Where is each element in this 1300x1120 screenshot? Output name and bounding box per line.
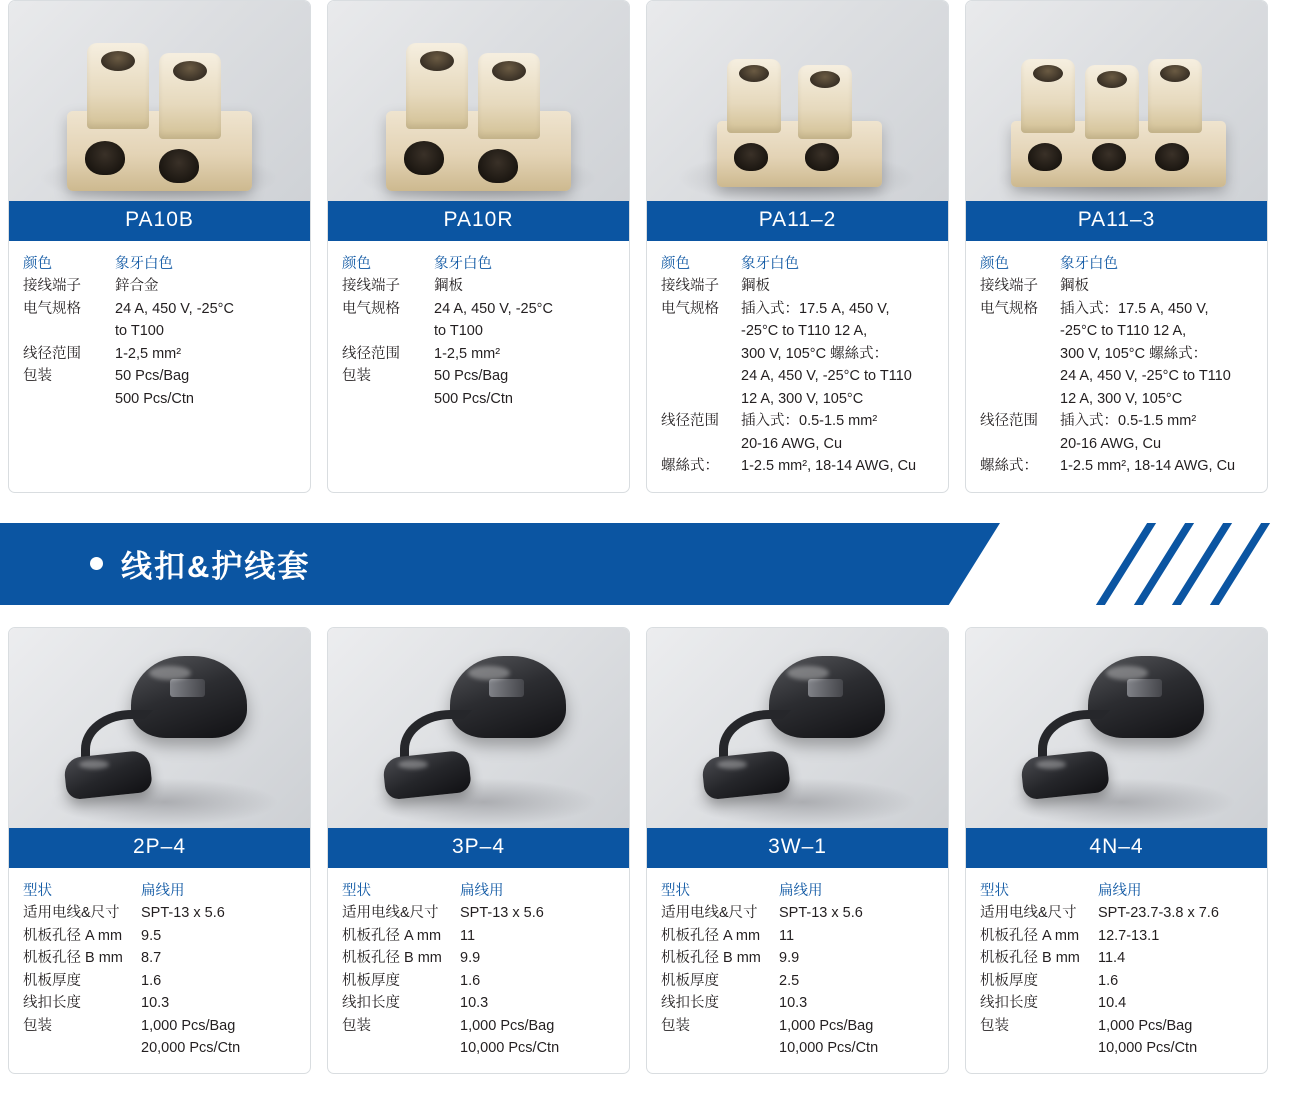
spec-row — [342, 970, 615, 992]
spec-key: 螺絲式： — [661, 458, 719, 475]
spec-row — [661, 880, 934, 902]
spec-key: 机板孔径 B mm — [23, 950, 123, 967]
spec-row — [980, 947, 1253, 969]
spec-row — [661, 925, 934, 947]
spec-value: 9.9 — [460, 950, 481, 967]
spec-value: 1-2,5 mm² — [115, 345, 182, 362]
product-model-title: 3P–4 — [328, 828, 629, 868]
spec-row — [342, 992, 615, 1014]
product-photo — [9, 628, 310, 828]
spec-row — [980, 925, 1253, 947]
spec-value: 插入式：17.5 A, 450 V, — [1060, 300, 1209, 317]
spec-value-continued: 20-16 AWG, Cu — [741, 435, 843, 452]
spec-row — [342, 343, 615, 365]
spec-key: 机板孔径 A mm — [23, 927, 123, 944]
spec-value: 1,000 Pcs/Bag — [1098, 1017, 1193, 1034]
product-card[interactable] — [8, 627, 311, 1075]
product-model-title: PA10R — [328, 201, 629, 241]
product-card[interactable] — [965, 0, 1268, 493]
spec-row — [980, 455, 1253, 477]
spec-row — [342, 925, 615, 947]
spec-row — [980, 970, 1253, 992]
product-photo — [9, 1, 310, 201]
spec-value: 象牙白色 — [741, 256, 799, 272]
spec-row — [23, 365, 296, 387]
spec-row — [23, 880, 296, 902]
spec-row — [342, 298, 615, 320]
spec-row — [342, 365, 615, 387]
spec-key: 颜色 — [342, 256, 371, 272]
spec-key: 机板厚度 — [661, 972, 719, 989]
spec-key: 线径范围 — [980, 413, 1038, 430]
spec-value: 1-2.5 mm², 18-14 AWG, Cu — [1060, 458, 1236, 475]
spec-key: 颜色 — [980, 256, 1009, 272]
spec-value-continued: 24 A, 450 V, -25°C to T110 — [741, 368, 912, 385]
spec-value: 10.3 — [141, 995, 170, 1012]
spec-value: 24 A, 450 V, -25°C — [115, 300, 234, 317]
spec-value-continued: 12 A, 300 V, 105°C — [741, 390, 864, 407]
spec-row — [980, 410, 1253, 432]
spec-row — [980, 992, 1253, 1014]
spec-key: 型状 — [342, 882, 371, 899]
spec-list — [328, 241, 629, 492]
spec-value: 鋅合金 — [115, 278, 159, 295]
spec-row — [342, 947, 615, 969]
spec-value: 象牙白色 — [434, 256, 492, 272]
spec-value: 1,000 Pcs/Bag — [141, 1017, 236, 1034]
spec-row — [23, 902, 296, 924]
spec-value: SPT-13 x 5.6 — [779, 905, 863, 922]
spec-list — [966, 868, 1267, 1074]
spec-value: 10.4 — [1098, 995, 1127, 1012]
spec-key: 机板孔径 B mm — [661, 950, 761, 967]
spec-value: 11 — [460, 927, 476, 944]
spec-row — [23, 253, 296, 275]
spec-list — [966, 241, 1267, 492]
spec-key: 机板厚度 — [23, 972, 81, 989]
spec-row — [661, 410, 934, 432]
spec-list — [9, 868, 310, 1074]
spec-value: 1-2.5 mm², 18-14 AWG, Cu — [741, 458, 917, 475]
spec-value: 象牙白色 — [115, 256, 173, 272]
spec-key: 机板厚度 — [342, 972, 400, 989]
spec-list — [647, 241, 948, 492]
spec-value: SPT-13 x 5.6 — [141, 905, 225, 922]
spec-key: 机板孔径 A mm — [661, 927, 761, 944]
spec-key: 包装 — [661, 1017, 690, 1034]
spec-key: 线扣长度 — [980, 995, 1038, 1012]
spec-key: 机板孔径 B mm — [342, 950, 442, 967]
spec-value: 插入式：17.5 A, 450 V, — [741, 300, 890, 317]
spec-row — [980, 1015, 1253, 1037]
spec-row — [342, 1015, 615, 1037]
spec-value-continued: 12 A, 300 V, 105°C — [1060, 390, 1183, 407]
spec-value: SPT-23.7-3.8 x 7.6 — [1098, 905, 1219, 922]
spec-row — [23, 298, 296, 320]
spec-row — [661, 947, 934, 969]
spec-key: 适用电线&尺寸 — [661, 905, 758, 922]
spec-row — [23, 343, 296, 365]
spec-key: 包装 — [980, 1017, 1009, 1034]
product-photo — [647, 628, 948, 828]
spec-key: 型状 — [980, 882, 1009, 899]
spec-row — [980, 275, 1253, 297]
spec-key: 适用电线&尺寸 — [980, 905, 1077, 922]
terminal-block-row — [0, 0, 1300, 493]
spec-row — [980, 880, 1253, 902]
spec-key: 包装 — [342, 1017, 371, 1034]
product-card[interactable] — [646, 627, 949, 1075]
spec-value-continued: 20,000 Pcs/Ctn — [141, 1039, 241, 1056]
spec-value: 扁线用 — [1098, 882, 1142, 899]
spec-row — [342, 275, 615, 297]
spec-row — [23, 947, 296, 969]
spec-value: 鋼板 — [434, 278, 463, 295]
spec-key: 机板厚度 — [980, 972, 1038, 989]
spec-value: 象牙白色 — [1060, 256, 1118, 272]
product-card[interactable] — [8, 0, 311, 493]
spec-value: 24 A, 450 V, -25°C — [434, 300, 553, 317]
spec-row — [342, 902, 615, 924]
spec-value: 50 Pcs/Bag — [434, 368, 509, 385]
spec-key: 接线端子 — [23, 278, 81, 295]
spec-value-continued: to T100 — [115, 323, 164, 340]
spec-value: 9.5 — [141, 927, 162, 944]
product-photo — [647, 1, 948, 201]
spec-row — [661, 992, 934, 1014]
spec-key: 包装 — [23, 1017, 52, 1034]
product-photo — [328, 1, 629, 201]
product-card[interactable] — [646, 0, 949, 493]
spec-key: 电气规格 — [23, 300, 81, 317]
spec-value: 1,000 Pcs/Bag — [460, 1017, 555, 1034]
spec-value: 1-2,5 mm² — [434, 345, 501, 362]
spec-value: 1.6 — [141, 972, 162, 989]
product-card[interactable] — [327, 627, 630, 1075]
spec-value-continued: 10,000 Pcs/Ctn — [779, 1039, 879, 1056]
spec-key: 接线端子 — [661, 278, 719, 295]
spec-key: 线径范围 — [342, 345, 400, 362]
spec-value-continued: 24 A, 450 V, -25°C to T110 — [1060, 368, 1231, 385]
product-model-title: 2P–4 — [9, 828, 310, 868]
spec-value-continued: 500 Pcs/Ctn — [434, 390, 513, 407]
strain-relief-row — [0, 627, 1300, 1075]
spec-row — [342, 253, 615, 275]
product-model-title: PA11–3 — [966, 201, 1267, 241]
spec-value: SPT-13 x 5.6 — [460, 905, 544, 922]
spec-key: 接线端子 — [342, 278, 400, 295]
spec-value: 1.6 — [1098, 972, 1119, 989]
spec-value: 10.3 — [460, 995, 489, 1012]
product-photo — [966, 1, 1267, 201]
spec-value: 插入式：0.5-1.5 mm² — [741, 413, 878, 430]
banner-stripes-decoration — [1018, 523, 1278, 605]
bullet-icon — [90, 557, 103, 570]
spec-row — [980, 298, 1253, 320]
spec-row — [661, 1015, 934, 1037]
spec-row — [661, 275, 934, 297]
spec-value-continued: 20-16 AWG, Cu — [1060, 435, 1162, 452]
spec-value: 2.5 — [779, 972, 800, 989]
product-photo — [328, 628, 629, 828]
spec-value: 50 Pcs/Bag — [115, 368, 190, 385]
product-photo — [966, 628, 1267, 828]
spec-key: 型状 — [23, 882, 52, 899]
spec-list — [328, 868, 629, 1074]
spec-key: 机板孔径 B mm — [980, 950, 1080, 967]
spec-key: 螺絲式： — [980, 458, 1038, 475]
spec-value-continued: 300 V, 105°C 螺絲式： — [741, 345, 889, 362]
spec-row — [661, 455, 934, 477]
spec-key: 适用电线&尺寸 — [342, 905, 439, 922]
spec-row — [980, 253, 1253, 275]
spec-value: 9.9 — [779, 950, 800, 967]
spec-key: 包装 — [342, 368, 371, 385]
product-card[interactable] — [327, 0, 630, 493]
spec-key: 电气规格 — [342, 300, 400, 317]
spec-value: 插入式：0.5-1.5 mm² — [1060, 413, 1197, 430]
spec-value: 12.7-13.1 — [1098, 927, 1160, 944]
spec-key: 线径范围 — [23, 345, 81, 362]
spec-value-continued: -25°C to T110 12 A, — [1060, 323, 1187, 340]
spec-value: 扁线用 — [779, 882, 823, 899]
spec-value-continued: 10,000 Pcs/Ctn — [460, 1039, 560, 1056]
spec-value: 1.6 — [460, 972, 481, 989]
spec-key: 接线端子 — [980, 278, 1038, 295]
spec-key: 机板孔径 A mm — [342, 927, 442, 944]
spec-key: 线扣长度 — [23, 995, 81, 1012]
spec-key: 线扣长度 — [661, 995, 719, 1012]
spec-key: 线径范围 — [661, 413, 719, 430]
spec-key: 颜色 — [23, 256, 52, 272]
product-model-title: 3W–1 — [647, 828, 948, 868]
spec-row — [980, 902, 1253, 924]
spec-value: 扁线用 — [460, 882, 504, 899]
spec-value: 11.4 — [1098, 950, 1126, 967]
spec-row — [23, 970, 296, 992]
spec-key: 线扣长度 — [342, 995, 400, 1012]
spec-value: 10.3 — [779, 995, 808, 1012]
spec-list — [9, 241, 310, 492]
spec-value-continued: 300 V, 105°C 螺絲式： — [1060, 345, 1208, 362]
spec-value: 鋼板 — [741, 278, 770, 295]
section-title: 线扣&护线套 — [121, 549, 311, 585]
spec-key: 颜色 — [661, 256, 690, 272]
section-banner — [0, 523, 1300, 605]
spec-key: 电气规格 — [980, 300, 1038, 317]
spec-row — [661, 298, 934, 320]
spec-value: 11 — [779, 927, 795, 944]
spec-row — [661, 253, 934, 275]
spec-value-continued: 10,000 Pcs/Ctn — [1098, 1039, 1198, 1056]
spec-row — [23, 925, 296, 947]
spec-row — [661, 970, 934, 992]
spec-row — [23, 275, 296, 297]
spec-value: 扁线用 — [141, 882, 185, 899]
product-model-title: PA10B — [9, 201, 310, 241]
product-model-title: 4N–4 — [966, 828, 1267, 868]
spec-list — [647, 868, 948, 1074]
spec-row — [23, 992, 296, 1014]
spec-row — [342, 880, 615, 902]
spec-value: 8.7 — [141, 950, 162, 967]
spec-key: 适用电线&尺寸 — [23, 905, 120, 922]
spec-key: 包装 — [23, 368, 52, 385]
spec-value-continued: to T100 — [434, 323, 483, 340]
spec-row — [661, 902, 934, 924]
spec-row — [23, 1015, 296, 1037]
spec-value-continued: 500 Pcs/Ctn — [115, 390, 194, 407]
spec-value: 鋼板 — [1060, 278, 1089, 295]
spec-value: 1,000 Pcs/Bag — [779, 1017, 874, 1034]
product-card[interactable] — [965, 627, 1268, 1075]
product-model-title: PA11–2 — [647, 201, 948, 241]
spec-value-continued: -25°C to T110 12 A, — [741, 323, 868, 340]
spec-key: 电气规格 — [661, 300, 719, 317]
spec-key: 机板孔径 A mm — [980, 927, 1080, 944]
spec-key: 型状 — [661, 882, 690, 899]
